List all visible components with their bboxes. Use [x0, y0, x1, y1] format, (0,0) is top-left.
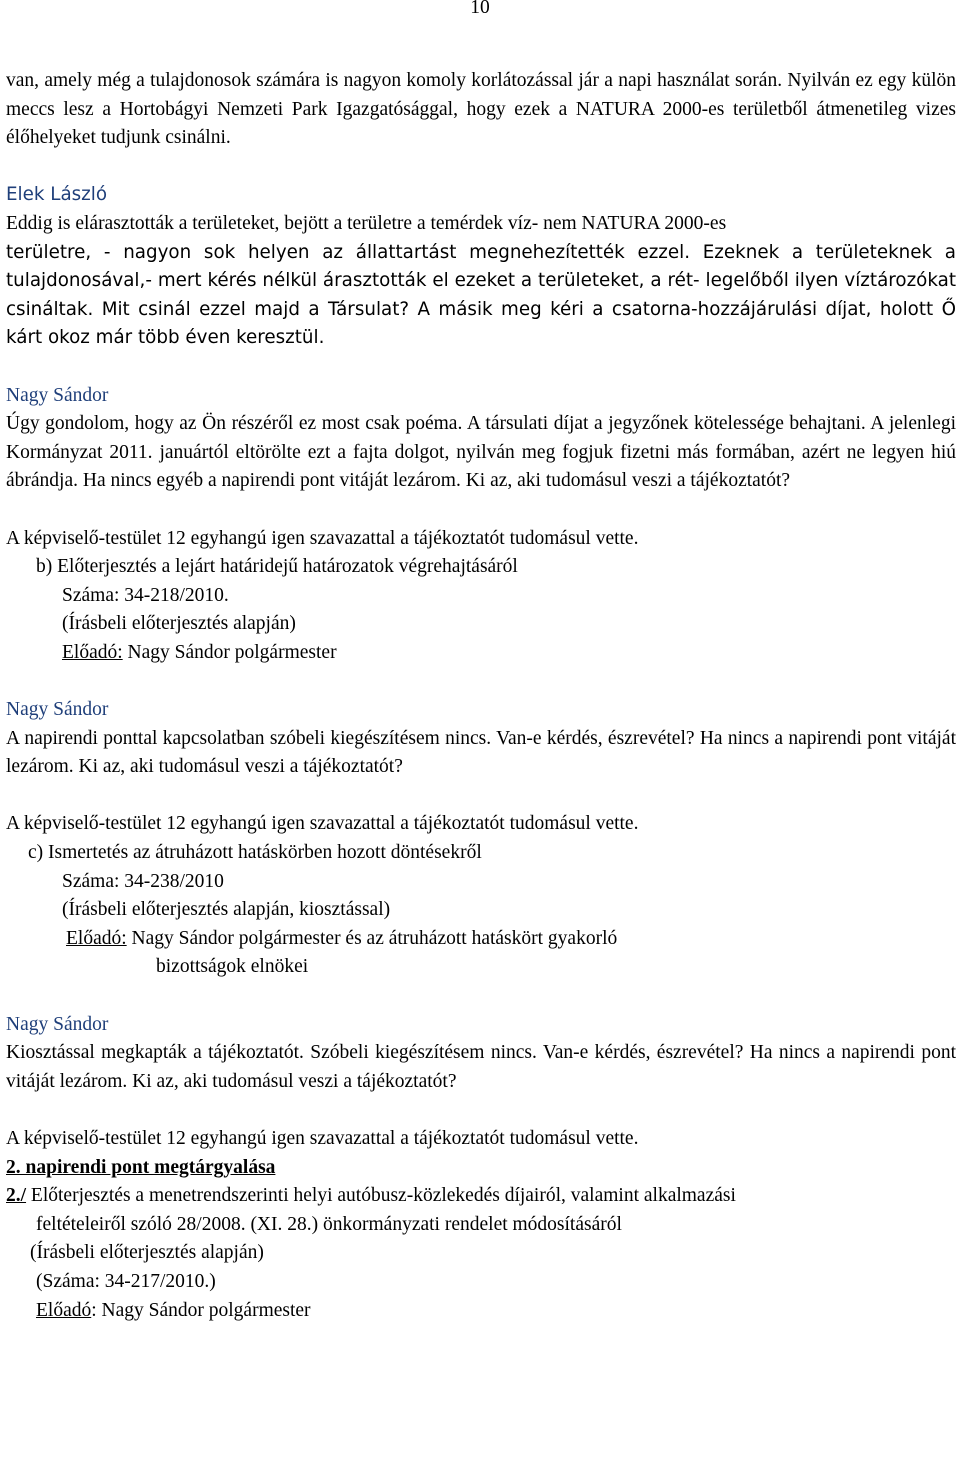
speaker-name: Nagy Sándor	[6, 699, 109, 721]
agenda-point-2	[6, 1154, 956, 1326]
item-title: b) Előterjesztés a lejárt határidejű határozatok végrehajtásáról	[36, 556, 518, 578]
item-basis: (Írásbeli előterjesztés alapján)	[62, 613, 296, 635]
presenter-label: Előadó:	[62, 641, 123, 663]
agenda-title-continued: feltételeiről szóló 28/2008. (XI. 28.) önkormányzati rendelet módosításáról	[36, 1213, 622, 1235]
paragraph: Kiosztással megkapták a tájékoztatót. Szóbeli kiegészítésem nincs. Van-e kérdés, észrevétel? Ha nincs a napirendi pont vitáját lezárom. Ki az, aki tudomásul veszi a tájékoztatót?	[6, 1042, 956, 1092]
document-body	[6, 67, 956, 1325]
decision: A képviselő-testület 12 egyhangú igen szavazattal a tájékoztatót tudomásul vette.	[6, 527, 639, 549]
presenter-label: Előadó	[36, 1299, 92, 1321]
paragraph: Úgy gondolom, hogy az Ön részéről ez most csak poéma. A társulati díjat a jegyzőnek kötelessége behajtani. A jelenlegi Kormányzat 2011. januártól eltörölte ezt a fajta dolgot, nyilván meg fogjuk fizetni más formában, azért ne legyen hiú ábrándja. Ha nincs egyéb a napirendi pont vitáját lezárom. Ki az, aki tudomásul veszi a tájékoztatót?	[6, 413, 956, 492]
paragraph: Eddig is elárasztották a területeket, bejött a területre a temérdek víz- nem NATURA 2000-es	[6, 212, 727, 234]
agenda-title-text: Előterjesztés a menetrendszerinti helyi autóbusz-közlekedés díjairól, valamint alkalmazási	[26, 1185, 736, 1207]
presenter-label: Előadó:	[66, 927, 127, 949]
agenda-number: 2./	[6, 1185, 27, 1207]
item-basis: (Írásbeli előterjesztés alapján)	[30, 1242, 264, 1264]
item-basis: (Írásbeli előterjesztés alapján, kiosztással)	[62, 899, 391, 921]
item-presenter	[6, 639, 956, 668]
decision: A képviselő-testület 12 egyhangú igen szavazattal a tájékoztatót tudomásul vette.	[6, 813, 639, 835]
speaker-name: Elek László	[6, 184, 108, 206]
presenter-name: Nagy Sándor polgármester és az átruházott hatáskört gyakorló	[126, 927, 618, 949]
agenda-item-c	[6, 839, 956, 982]
agenda-heading: 2. napirendi pont megtárgyalása	[6, 1156, 276, 1178]
presenter-name: Nagy Sándor polgármester	[122, 641, 337, 663]
decision: A képviselő-testület 12 egyhangú igen szavazattal a tájékoztatót tudomásul vette.	[6, 1127, 639, 1149]
item-number: Száma: 34-218/2010.	[62, 584, 229, 606]
item-number: (Száma: 34-217/2010.)	[36, 1270, 216, 1292]
speaker-name: Nagy Sándor	[6, 384, 109, 406]
item-number: Száma: 34-238/2010	[62, 870, 224, 892]
item-presenter-continued: bizottságok elnökei	[156, 956, 309, 978]
presenter-name: : Nagy Sándor polgármester	[91, 1299, 311, 1321]
agenda-item-b	[6, 553, 956, 667]
agenda-title	[6, 1182, 956, 1211]
item-presenter	[6, 1297, 956, 1326]
page-number: 10	[470, 0, 490, 18]
item-presenter	[6, 925, 956, 954]
paragraph: területre, - nagyon sok helyen az állattartást megnehezítették ezzel. Ezeknek a területeknek a tulajdonosával,- mert kérés nélkül árasztották el ezeket a területeket, a rét- legelőből ilyen víztározókat csináltak. Mit csinál ezzel majd a Társulat? A másik meg kéri a csatorna-hozzájárulási díjat, holott Ő kárt okoz már több éven keresztül.	[6, 241, 956, 349]
paragraph: van, amely még a tulajdonosok számára is nagyon komoly korlátozással jár a napi használat során. Nyilván ez egy külön meccs lesz a Hortobágyi Nemzeti Park Igazgatósággal, hogy ezek a NATURA 2000-es területből átmenetileg vizes élőhelyeket tudjunk csinálni.	[6, 70, 956, 149]
paragraph: A napirendi ponttal kapcsolatban szóbeli kiegészítésem nincs. Van-e kérdés, észrevétel? Ha nincs a napirendi pont vitáját lezárom. Ki az, aki tudomásul veszi a tájékoztatót?	[6, 727, 956, 778]
item-title: c) Ismertetés az átruházott hatáskörben hozott döntésekről	[28, 842, 482, 864]
speaker-name: Nagy Sándor	[6, 1013, 109, 1035]
